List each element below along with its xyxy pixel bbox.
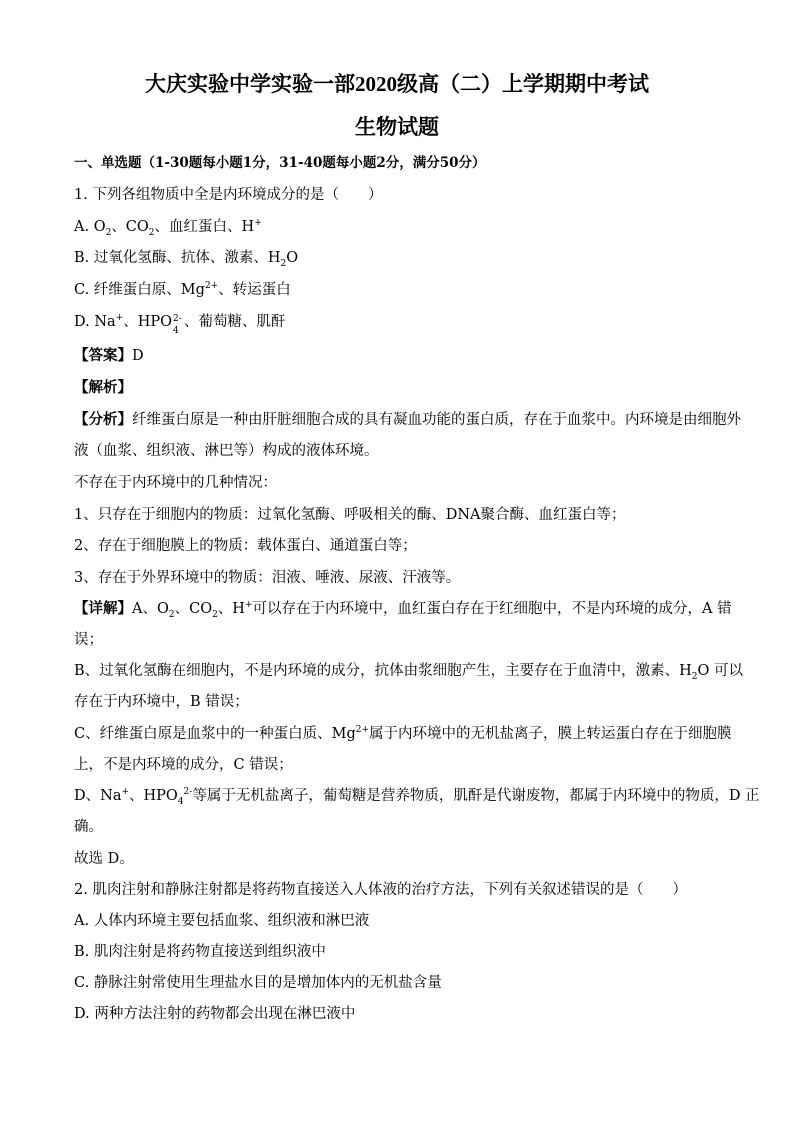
q1-detail-b-line-1: B、过氧化氢酶在细胞内，不是内环境的成分，抗体由浆细胞产生，主要存在于血清中，激素、$H_2O$ 可以 xyxy=(74,663,744,682)
q1-detail-b-line-2: 存在于内环境中，B 错误； xyxy=(74,694,249,710)
q2-option-a: A. 人体内环境主要包括血浆、组织液和淋巴液 xyxy=(74,913,370,929)
q1-option-d: D. Na+、HPO 2- 4 、葡萄糖、肌酐 xyxy=(74,313,286,336)
q2-option-d: D. 两种方法注射的药物都会出现在淋巴液中 xyxy=(74,1006,356,1022)
q1-analysis-tag: 【解析】 xyxy=(74,379,132,396)
q1-fenxi-line-1: 【分析】纤维蛋白原是一种由肝脏细胞合成的具有凝血功能的蛋白质，存在于血浆中。内环境是由细胞外 xyxy=(74,411,741,428)
q1-case-2: 2、存在于细胞膜上的物质：载体蛋白、通道蛋白等； xyxy=(74,538,417,554)
q1-option-b: B. 过氧化氢酶、抗体、激素、$H_2O$ xyxy=(74,250,299,269)
section-heading: 一、单选题（1-30题每小题1分，31-40题每小题2分，满分50分） xyxy=(74,155,486,171)
exam-subject: 生物试题 xyxy=(355,115,439,139)
hpo4-charge: 2- 4 xyxy=(173,314,182,336)
q1-detail-c-line-2: 上，不是内环境的成分，C 错误； xyxy=(74,757,293,773)
q1-option-a: A. $O_2$、$CO_2$、血红蛋白、H+ xyxy=(74,218,262,238)
q1-detail-a-line-1: 【详解】A、$O_2$、$CO_2$、H+可以存在于内环境中，血红蛋白存在于红细胞中，不是内环境的成分，A 错 xyxy=(74,600,732,620)
q1-detail-d-line-2: 确。 xyxy=(74,819,103,835)
q1-detail-a-line-2: 误； xyxy=(74,632,103,648)
q2-option-b: B. 肌肉注射是将药物直接送到组织液中 xyxy=(74,944,326,960)
q1-detail-c-line-1: C、纤维蛋白原是血浆中的一种蛋白质、$Mg^{2+}$属于内环境中的无机盐离子，膜上转运蛋白存在于细胞膜 xyxy=(74,725,732,742)
q1-conclusion: 故选 D。 xyxy=(74,851,134,867)
q1-not-intro: 不存在于内环境中的几种情况： xyxy=(74,475,277,491)
q1-case-3: 3、存在于外界环境中的物质：泪液、唾液、尿液、汗液等。 xyxy=(74,570,461,586)
q1-fenxi-line-2: 液（血浆、组织液、淋巴等）构成的液体环境。 xyxy=(74,443,379,459)
q2-option-c: C. 静脉注射常使用生理盐水目的是增加体内的无机盐含量 xyxy=(74,975,442,991)
q1-detail-d-line-1: D、Na+、$HPO_4^{2-}$等属于无机盐离子，葡萄糖是营养物质，肌酐是代谢废物，都属于内环境中的物质，D 正 xyxy=(74,787,760,807)
q1-answer: 【答案】D xyxy=(74,347,144,364)
q1-stem: 1. 下列各组物质中全是内环境成分的是（ ） xyxy=(74,187,383,203)
q2-stem: 2. 肌肉注射和静脉注射都是将药物直接送入人体液的治疗方法，下列有关叙述错误的是（ ） xyxy=(74,882,687,898)
q1-option-c: C. 纤维蛋白原、$Mg^{2+}$、转运蛋白 xyxy=(74,281,291,298)
exam-title: 大庆实验中学实验一部2020级高（二）上学期期中考试 xyxy=(145,72,649,96)
q1-case-1: 1、只存在于细胞内的物质：过氧化氢酶、呼吸相关的酶、DNA聚合酶、血红蛋白等； xyxy=(74,507,626,523)
